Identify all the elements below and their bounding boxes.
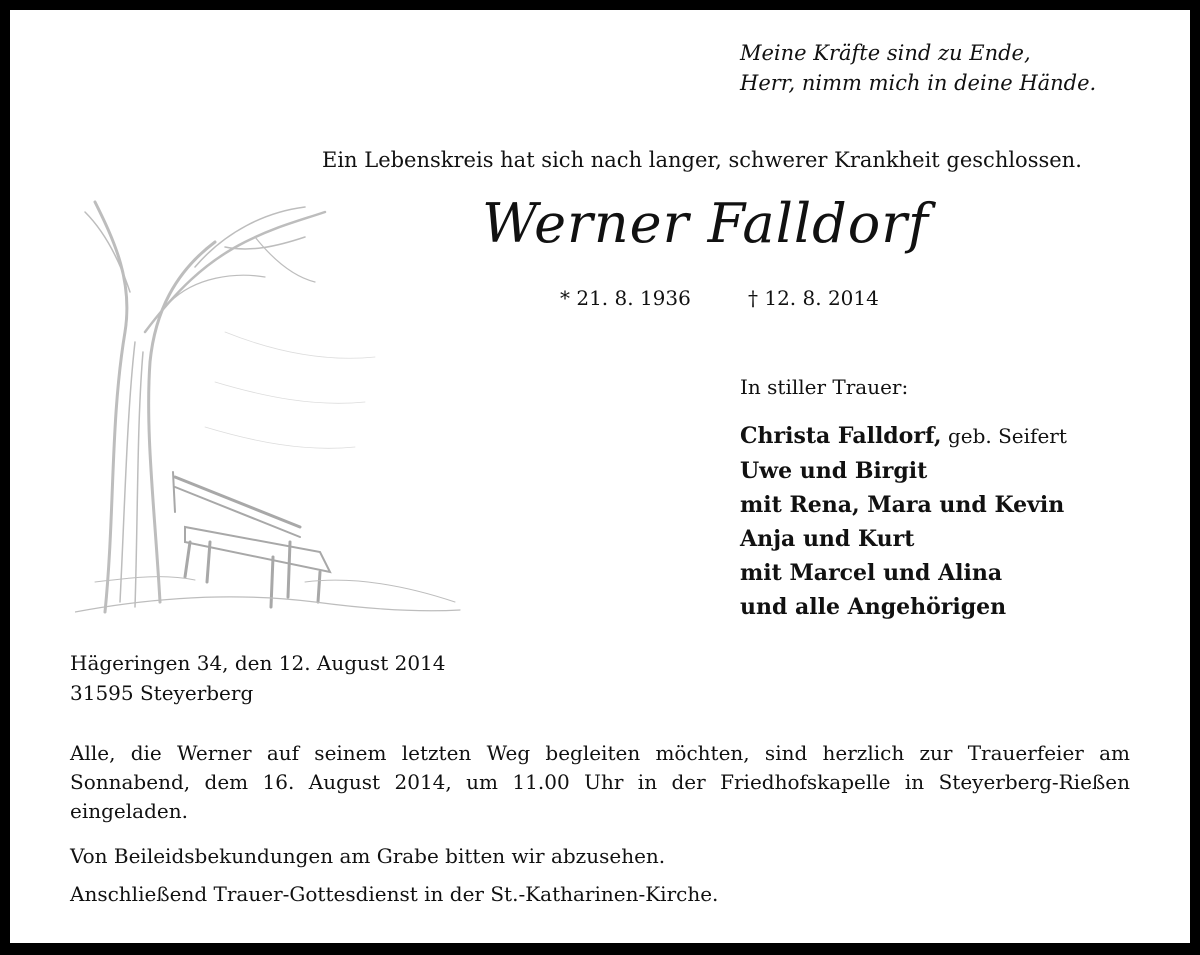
mourner-line (740, 419, 1067, 454)
motto (740, 38, 1096, 98)
motto-line-1: Meine Kräfte sind zu Ende, (740, 41, 1031, 65)
mourner-line: mit Marcel und Alina (740, 560, 1003, 586)
address (70, 648, 446, 708)
condolence-note: Von Beileidsbekundungen am Grabe bitten wir abzusehen. (70, 844, 666, 868)
mourner-maiden-name: geb. Seifert (941, 424, 1067, 448)
mourner-line: und alle Angehörigen (740, 594, 1007, 620)
mourner-line: Uwe und Birgit (740, 458, 928, 484)
service-note: Anschließend Trauer-Gottesdienst in der St.-Katharinen-Kirche. (70, 882, 719, 906)
deceased-name: Werner Falldorf (482, 192, 929, 255)
address-line-2: 31595 Steyerberg (70, 681, 254, 705)
funeral-invitation: Alle, die Werner auf seinem letzten Weg begleiten möchten, sind herzlich zur Trauerfeier am Sonnabend, dem 16. August 2014, um 11.00 Uhr in der Friedhofskapelle in Steyerberg-Rießen eingeladen. (70, 741, 1130, 823)
mourner-line: Anja und Kurt (740, 526, 915, 552)
address-line-1: Hägeringen 34, den 12. August 2014 (70, 651, 446, 675)
mourner-line: mit Rena, Mara und Kevin (740, 492, 1065, 518)
mourners-list (740, 419, 1067, 624)
tree-bench-sketch (75, 182, 465, 622)
birth-date: * 21. 8. 1936 (560, 286, 691, 310)
death-date: † 12. 8. 2014 (748, 286, 879, 310)
mourning-label: In stiller Trauer: (740, 375, 909, 399)
mourner-name: Christa Falldorf, (740, 423, 942, 449)
intro-text: Ein Lebenskreis hat sich nach langer, schwerer Krankheit geschlossen. (322, 148, 1082, 172)
motto-line-2: Herr, nimm mich in deine Hände. (740, 71, 1097, 95)
